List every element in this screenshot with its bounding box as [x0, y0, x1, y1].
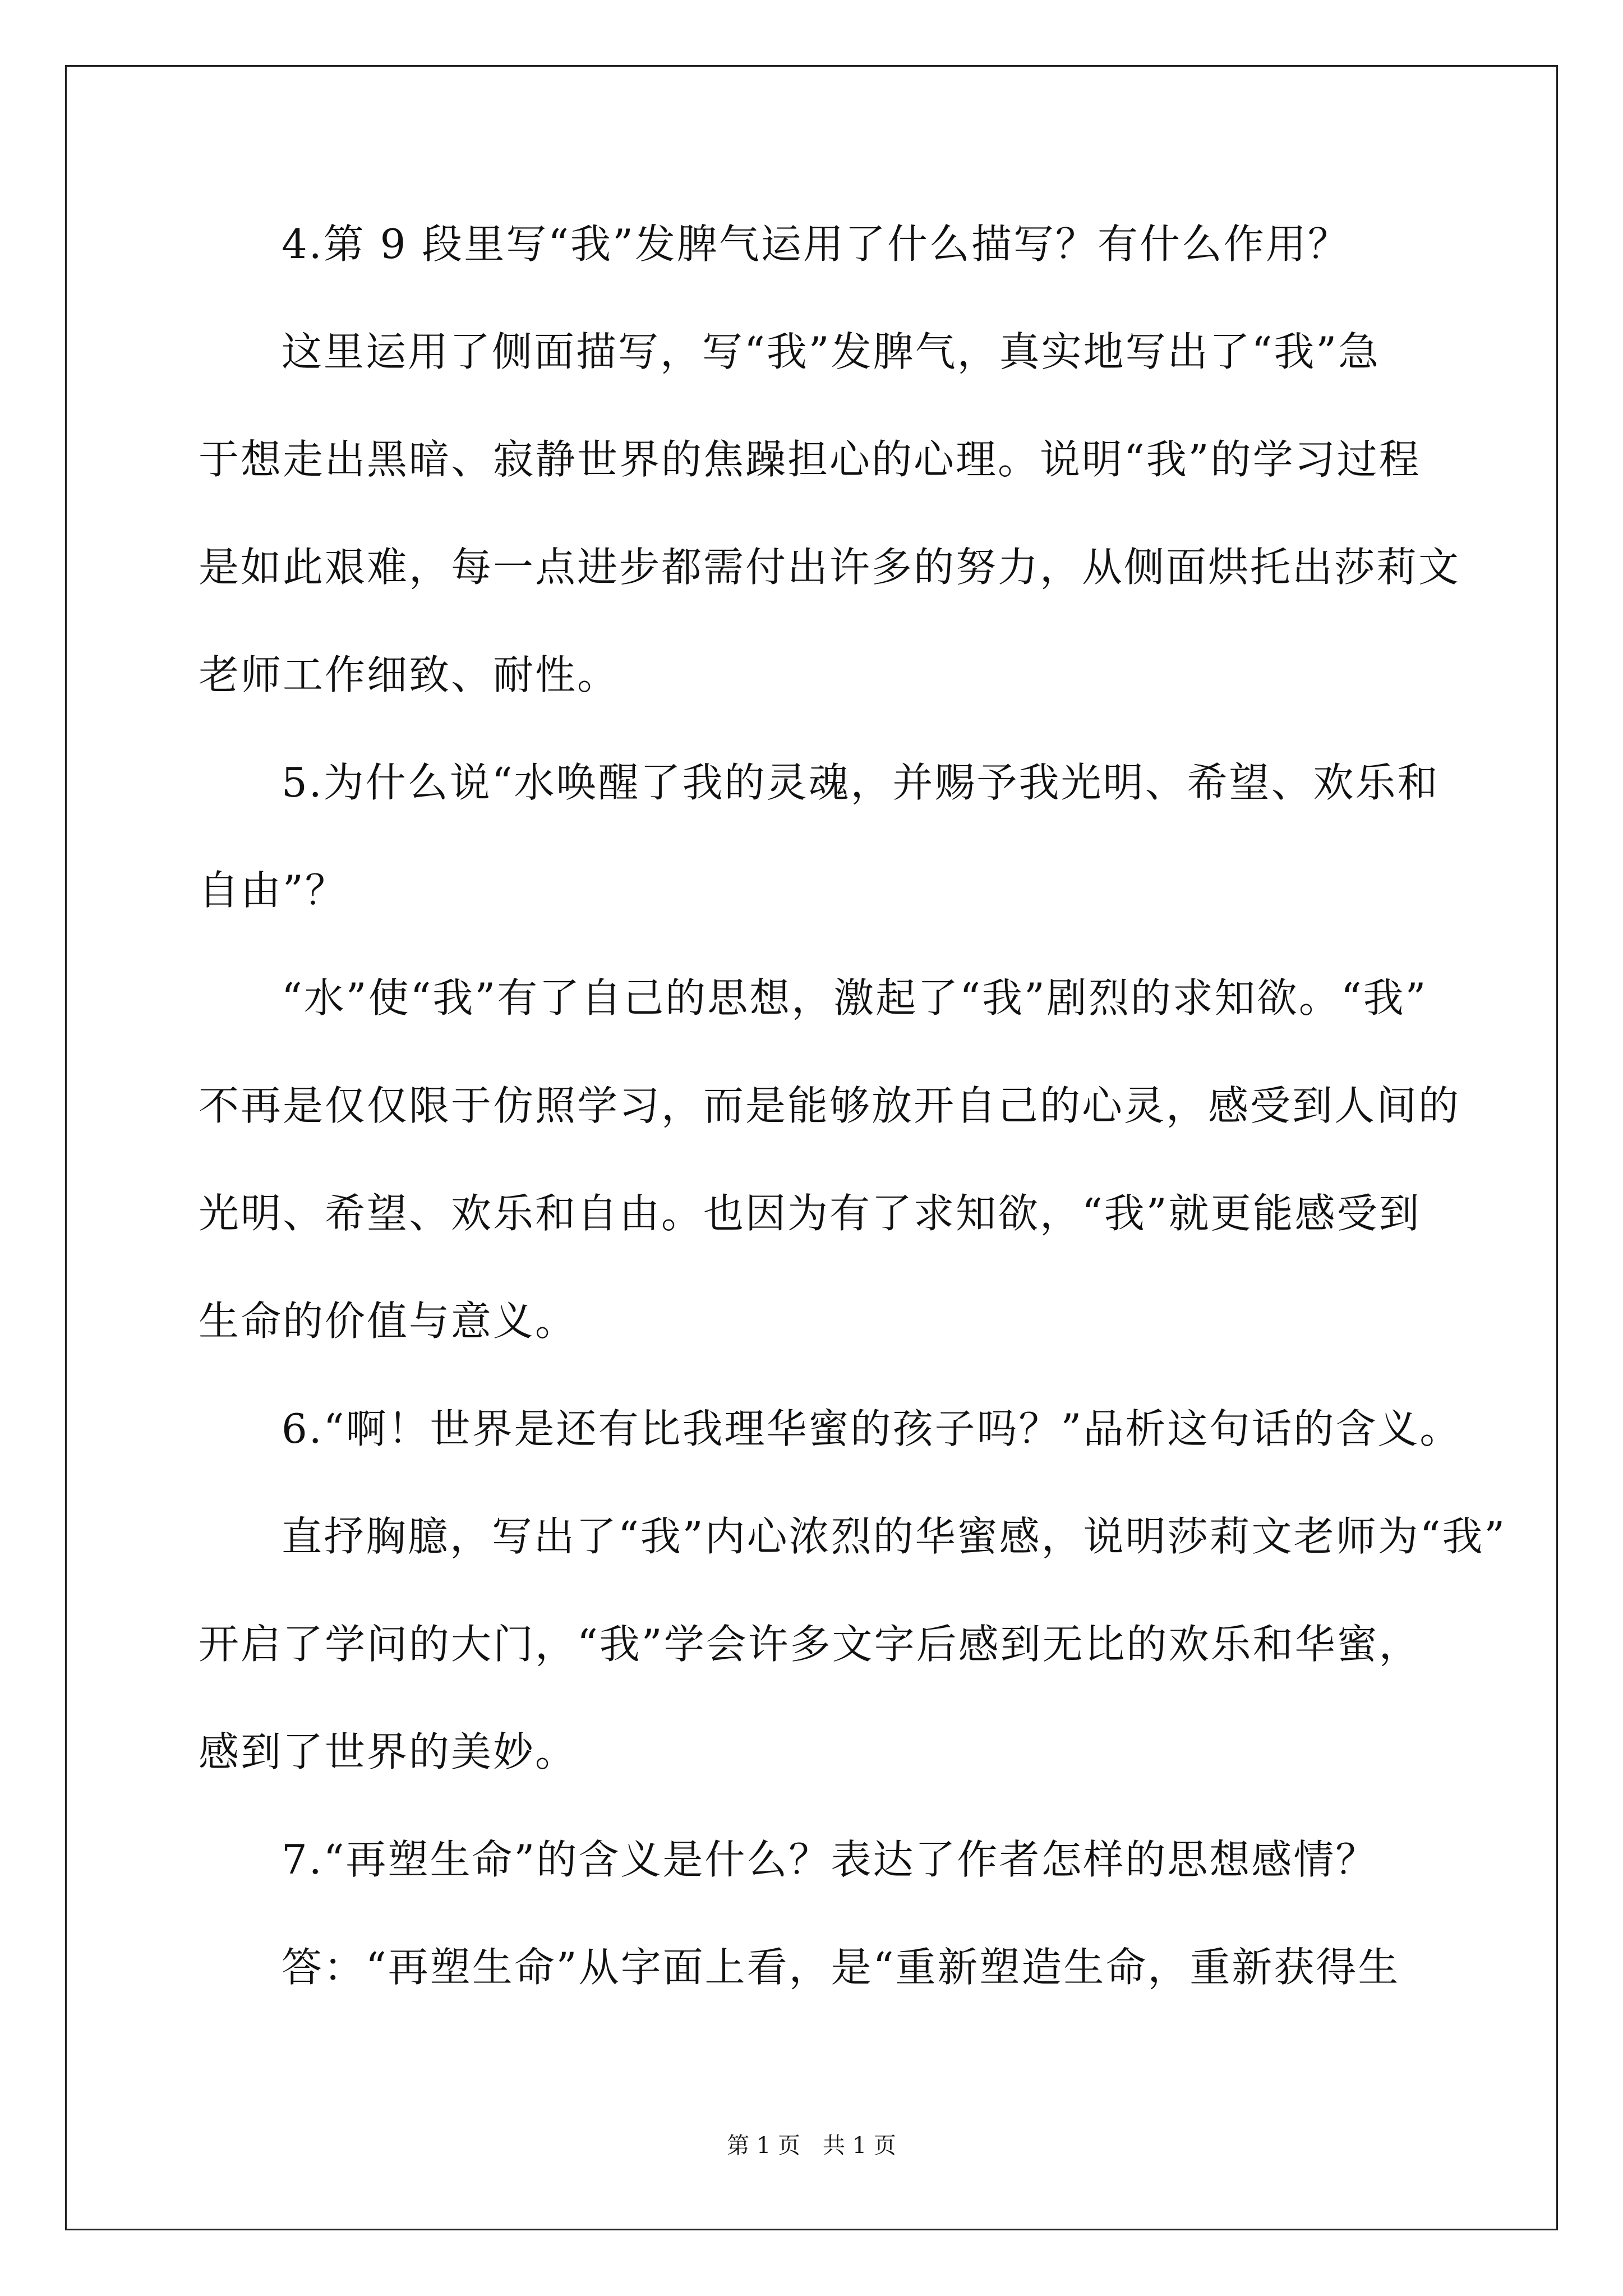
question-7: 7.“再塑生命”的含义是什么？表达了作者怎样的思想感情？ — [282, 1836, 1378, 1883]
answer-5-line-2: 不再是仅仅限于仿照学习，而是能够放开自己的心灵，感受到人间的 — [199, 1082, 1461, 1129]
question-5-line-1: 5.为什么说“水唤醒了我的灵魂，并赐予我光明、希望、欢乐和 — [282, 759, 1440, 806]
question-5-line-2: 自由”？ — [199, 867, 347, 914]
answer-5-line-4: 生命的价值与意义。 — [199, 1297, 578, 1345]
question-4: 4.第 9 段里写“我”发脾气运用了什么描写？有什么作用？ — [282, 220, 1350, 268]
answer-6-line-1: 直抒胸臆，写出了“我”内心浓烈的华蜜感，说明莎莉文老师为“我” — [282, 1513, 1507, 1560]
answer-4-line-4: 老师工作细致、耐性。 — [199, 651, 620, 698]
answer-6-line-2: 开启了学问的大门，“我”学会许多文字后感到无比的欢乐和华蜜， — [199, 1621, 1421, 1668]
answer-5-line-3: 光明、希望、欢乐和自由。也因为有了求知欲，“我”就更能感受到 — [199, 1190, 1421, 1237]
answer-6-line-3: 感到了世界的美妙。 — [199, 1728, 578, 1775]
answer-7-line-1: 答：“再塑生命”从字面上看，是“重新塑造生命，重新获得生 — [282, 1944, 1400, 1991]
page-frame — [65, 65, 1558, 2230]
answer-4-line-2: 于想走出黑暗、寂静世界的焦躁担心的心理。说明“我”的学习过程 — [199, 436, 1421, 483]
answer-5-line-1: “水”使“我”有了自己的思想，激起了“我”剧烈的求知欲。“我” — [282, 974, 1428, 1022]
answer-4-line-3: 是如此艰难，每一点进步都需付出许多的努力，从侧面烘托出莎莉文 — [199, 544, 1461, 591]
question-6: 6.“啊！世界是还有比我理华蜜的孩子吗？”品析这句话的含义。 — [282, 1405, 1462, 1452]
page-footer: 第 1 页 共 1 页 — [727, 2133, 896, 2159]
answer-4-line-1: 这里运用了侧面描写，写“我”发脾气，真实地写出了“我”急 — [282, 328, 1381, 375]
